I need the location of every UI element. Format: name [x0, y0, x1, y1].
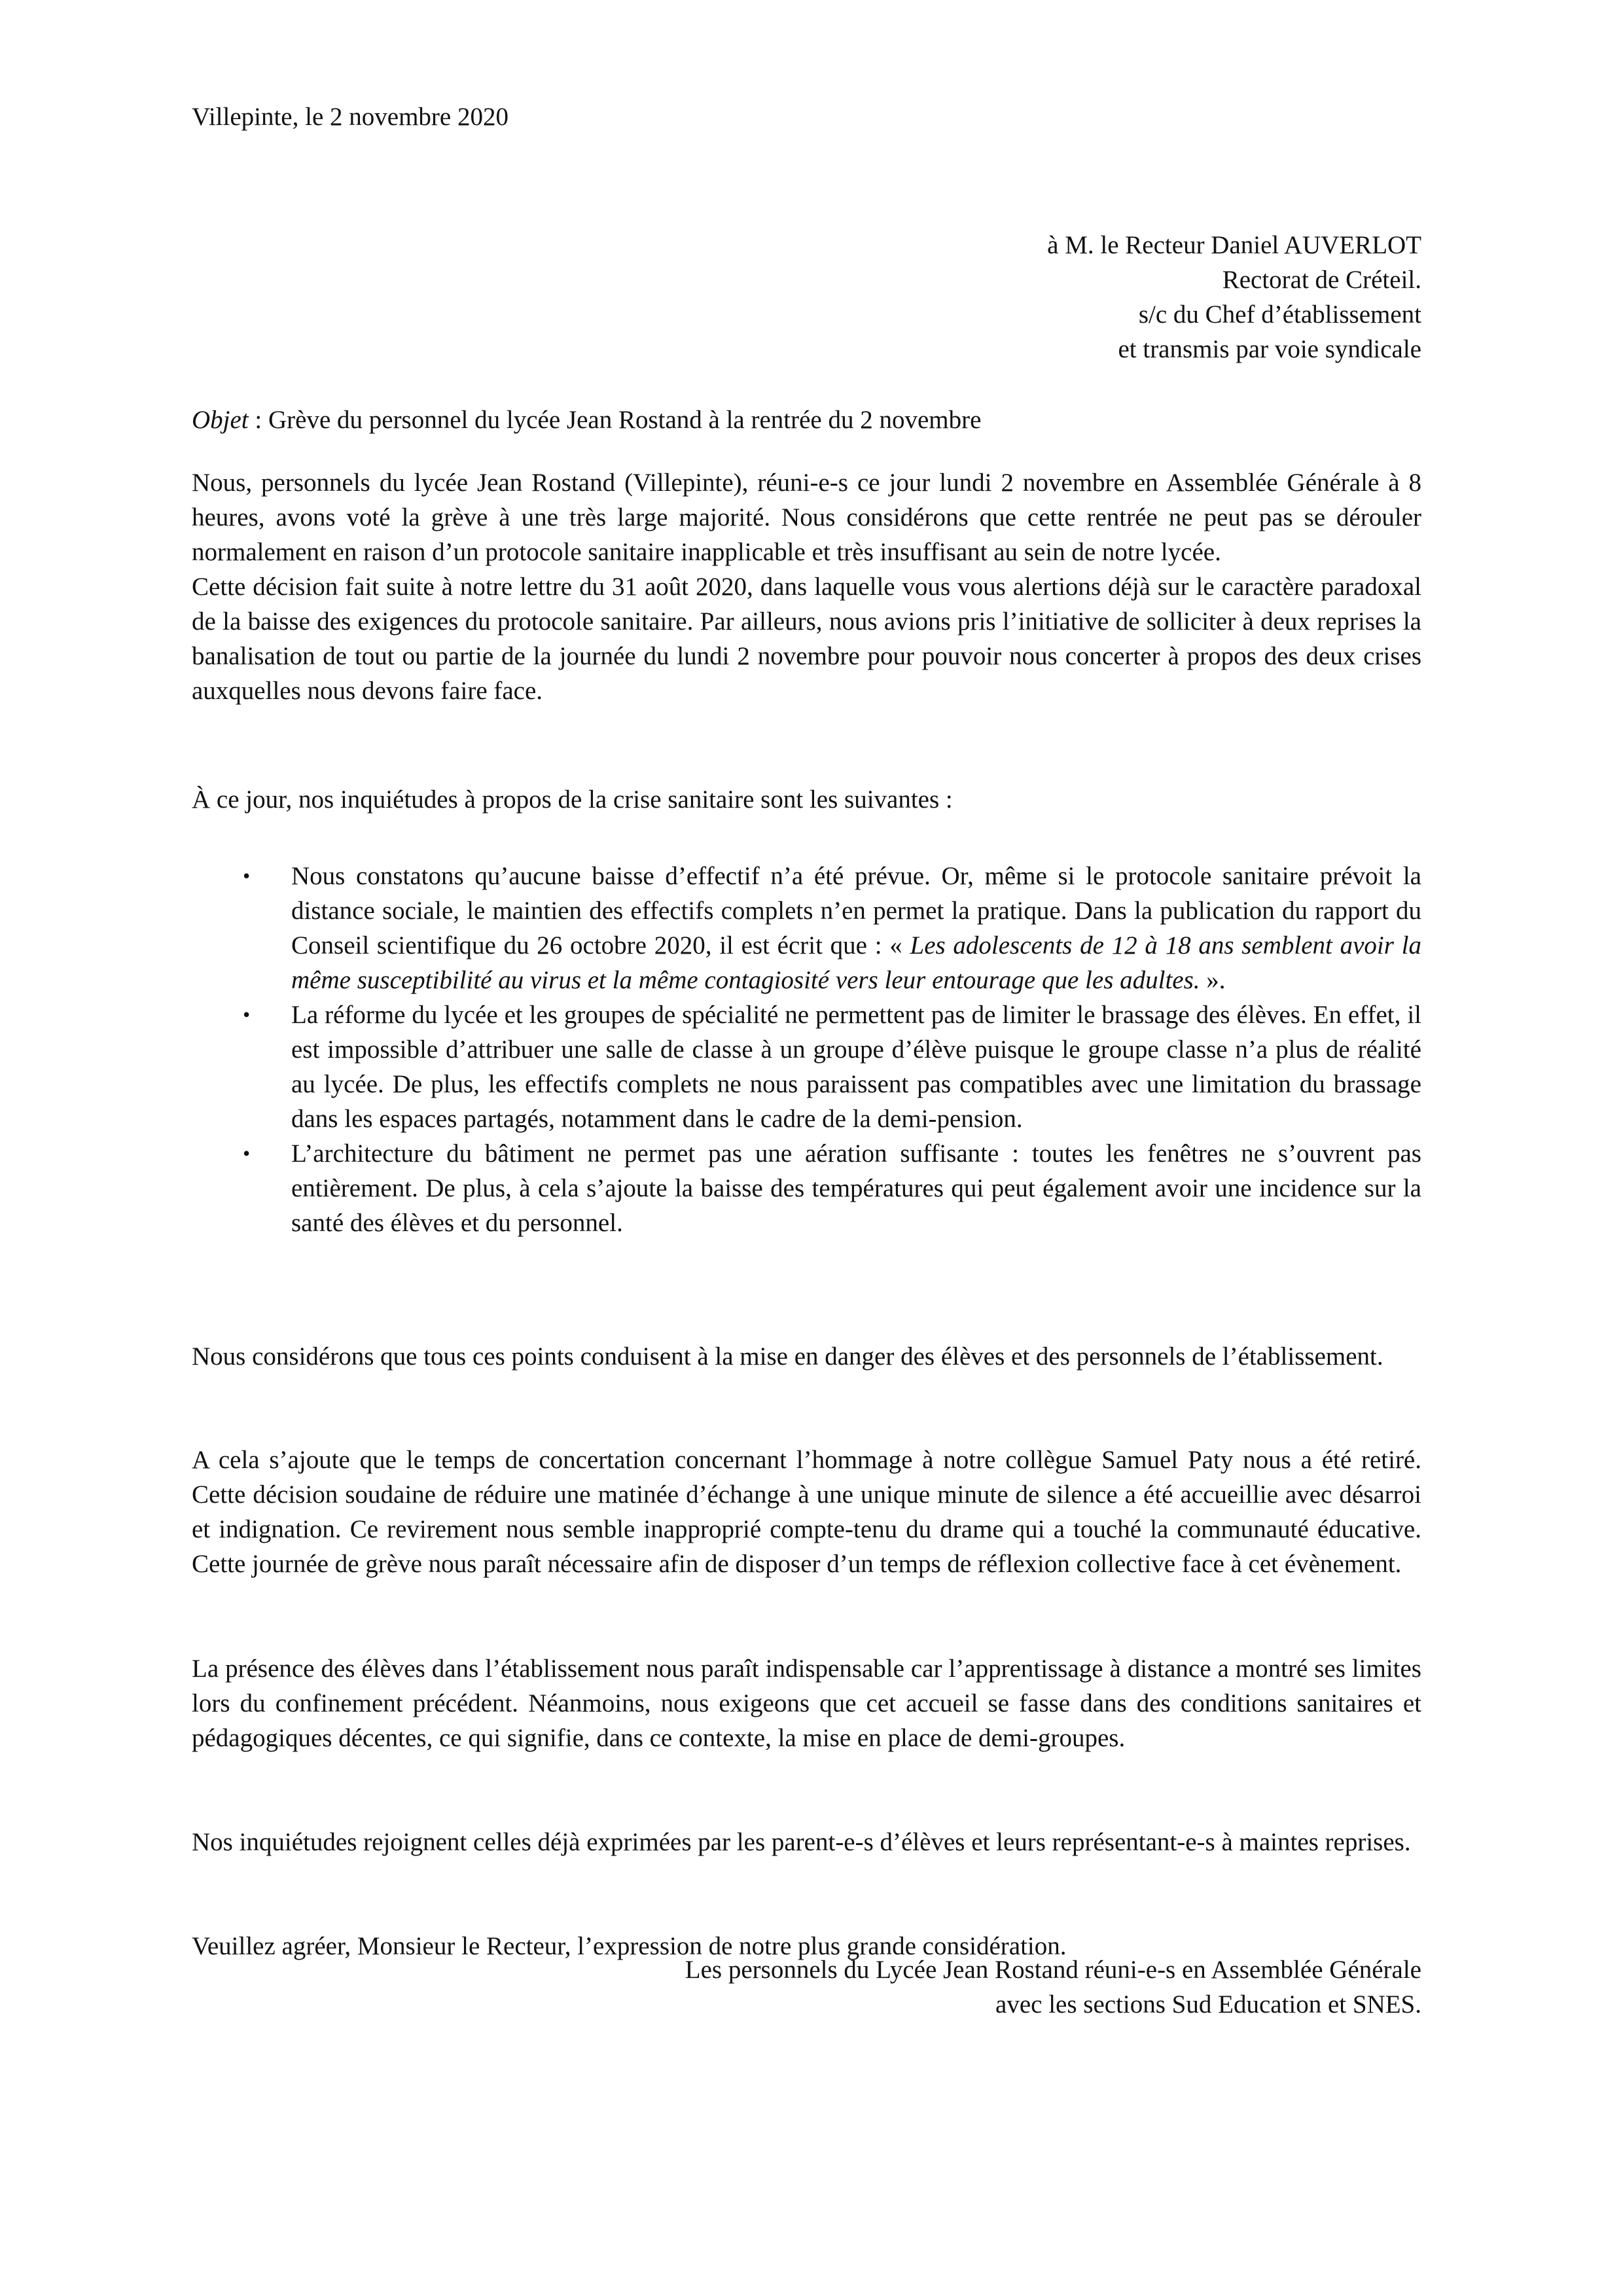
recipient-line: à M. le Recteur Daniel AUVERLOT [1047, 231, 1421, 259]
bullet-icon: • [243, 1141, 251, 1165]
signature-block [685, 1952, 1421, 2022]
intro-paragraph: Nous, personnels du lycée Jean Rostand (Villepinte), réuni-e-s ce jour lundi 2 novembre en Assemblée Générale à 8 heures, avons voté la grève à une très large majorité. Nous considérons que cette rentrée ne peut pas se dérouler normalement en raison d’un protocole sanitaire inapplicable et très insuffisant au sein de notre lycée. [192, 469, 1421, 566]
intro-paragraph: Cette décision fait suite à notre lettre du 31 août 2020, dans laquelle vous vous alertions déjà sur le caractère paradoxal de la baisse des exigences du protocole sanitaire. Par ailleurs, nous avions pris l’initiative de solliciter à deux reprises la banalisation de tout ou partie de la journée du lundi 2 novembre pour pouvoir nous concerter à propos des deux crises auxquelles nous devons faire face. [192, 573, 1421, 705]
quote-text: Les adolescents de 12 à 18 ans semblent avoir la même susceptibilité au virus et la même contagiosité vers leur entourage que les adultes. [291, 931, 1421, 994]
list-item-text: L’architecture du bâtiment ne permet pas une aération suffisante : toutes les fenêtres ne s’ouvrent pas entièrement. De plus, à cela s’ajoute la baisse des températures qui peut également avoir une incidence sur la santé des élèves et du personnel. [291, 1139, 1421, 1237]
paragraph-presence: La présence des élèves dans l’établissement nous paraît indispensable car l’apprentissage à distance a montré ses limites lors du confinement précédent. Néanmoins, nous exigeons que cet accueil se fasse dans des conditions sanitaires et pédagogiques décentes, ce qui signifie, dans ce contexte, la mise en place de demi-groupes. [192, 1655, 1421, 1752]
paragraph-parents: Nos inquiétudes rejoignent celles déjà exprimées par les parent-e-s d’élèves et leurs représentant-e-s à maintes reprises. [192, 1828, 1411, 1856]
paragraph-hommage: A cela s’ajoute que le temps de concertation concernant l’hommage à notre collègue Samuel Paty nous a été retiré. Cette décision soudaine de réduire une matinée d’échange à une unique minute de silence a été accueillie avec désarroi et indignation. Ce revirement nous semble inapproprié compte-tenu du drame qui a touché la communauté éducative. Cette journée de grève nous paraît nécessaire afin de disposer d’un temps de réflexion collective face à cet évènement. [192, 1446, 1421, 1578]
subject-label: Objet [192, 406, 249, 434]
list-item [192, 997, 1421, 1136]
list-item-text: Nous constatons qu’aucune baisse d’effectif n’a été prévue. Or, même si le protocole sanitaire prévoit la distance sociale, le maintien des effectifs complets n’en permet la pratique. Dans la publication du rapport du Conseil scientifique du 26 octobre 2020, il est écrit que : « [291, 862, 1421, 960]
recipient-line: Rectorat de Créteil. [1222, 266, 1421, 294]
list-item-text: La réforme du lycée et les groupes de spécialité ne permettent pas de limiter le brassage des élèves. En effet, il est impossible d’attribuer une salle de classe à un groupe d’élève puisque le groupe classe n’a plus de réalité au lycée. De plus, les effectifs complets ne nous paraissent pas compatibles avec une limitation du brassage dans les espaces partagés, notamment dans le cadre de la demi-pension. [291, 1001, 1421, 1133]
concerns-intro: À ce jour, nos inquiétudes à propos de la crise sanitaire sont les suivantes : [192, 785, 953, 814]
closing-formula: Veuillez agréer, Monsieur le Recteur, l’expression de notre plus grande considération. [192, 1932, 1067, 1960]
signature-line: Les personnels du Lycée Jean Rostand réuni-e-s en Assemblée Générale [685, 1956, 1421, 1984]
subject-line [192, 403, 981, 437]
recipient-line: et transmis par voie syndicale [1118, 335, 1421, 363]
concerns-list [192, 859, 1421, 1240]
letter-date: Villepinte, le 2 novembre 2020 [192, 103, 508, 131]
signature-line: avec les sections Sud Education et SNES. [995, 1990, 1421, 2018]
recipient-block [1047, 228, 1421, 367]
bullet-icon: • [243, 864, 251, 888]
list-item [192, 1136, 1421, 1240]
bullet-icon: • [243, 1003, 251, 1026]
subject-text: : Grève du personnel du lycée Jean Rostand à la rentrée du 2 novembre [248, 406, 982, 434]
paragraph-danger: Nous considérons que tous ces points conduisent à la mise en danger des élèves et des personnels de l’établissement. [192, 1342, 1383, 1371]
quote-end: ». [1200, 966, 1226, 994]
intro-block [192, 465, 1421, 708]
recipient-line: s/c du Chef d’établissement [1138, 300, 1421, 329]
list-item [192, 859, 1421, 997]
